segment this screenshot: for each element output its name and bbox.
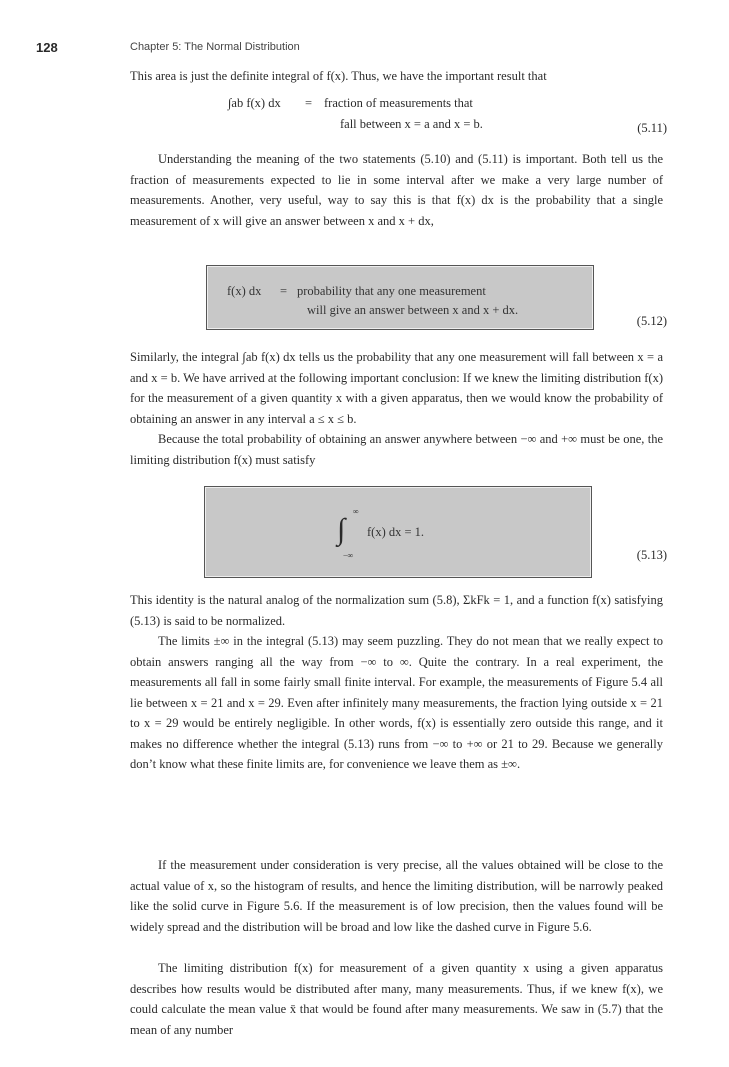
paragraph-4: Because the total probability of obtaining an answer anywhere between −∞ and +∞ must be one, the limiting distribution f(x) must satisfy	[130, 432, 663, 467]
integral-sign: ∫	[337, 513, 346, 546]
chapter-title: Chapter 5: The Normal Distribution	[130, 41, 300, 53]
eq513-upper: ∞	[353, 507, 359, 516]
eq512-line2: will give an answer between x and x + dx.	[307, 303, 519, 317]
eq511-line1: fraction of measurements that	[324, 96, 473, 110]
paragraph-5: This identity is the natural analog of the normalization sum (5.8), ΣkFk = 1, and a function f(x) satisfying (5.13) is said to be normalized.	[130, 593, 663, 628]
eq511-lhs: ∫ab f(x) dx	[228, 96, 281, 110]
eq511-equals: =	[305, 96, 313, 110]
paragraph-8: The limiting distribution f(x) for measurement of a given quantity x using a given apparatus describes how results would be distributed after many, many measurements. Thus, if we knew f(x), we could calculate the mean value x̄ that would be found after many measurements. We saw in (5.7) that the mean of any number	[130, 961, 663, 1037]
equation-5-12-box	[206, 265, 594, 330]
equation-5-13-box	[204, 486, 592, 578]
eq512-lhs: f(x) dx	[227, 284, 262, 298]
paragraph-3: Similarly, the integral ∫ab f(x) dx tells us the probability that any one measurement will fall between x = a and x = b. We have arrived at the following important conclusion: If we knew the limiting distribution f(x) for the measurement of a given quantity x with a given apparatus, then we would know the probability of obtaining an answer in any interval a ≤ x ≤ b.	[130, 350, 663, 426]
eq513-number: (5.13)	[636, 548, 667, 562]
eq511-line2: fall between x = a and x = b.	[340, 117, 483, 131]
page-number: 128	[36, 40, 58, 55]
paragraph-2: Understanding the meaning of the two statements (5.10) and (5.11) is important. Both tell us the fraction of measurements expected to lie in some interval after we make a very large number of measurements. Another, very useful, way to say this is that f(x) dx is the probability that a single measurement of x will give an answer between x and x + dx,	[130, 152, 663, 228]
eq512-number: (5.12)	[636, 314, 667, 328]
paragraph-7: If the measurement under consideration is very precise, all the values obtained will be close to the actual value of x, so the histogram of results, and hence the limiting distribution, will be narrowly peaked like the solid curve in Figure 5.6. If the measurement is of low precision, then the values found will be widely spread and the distribution will be broad and low like the dashed curve in Figure 5.6.	[130, 858, 663, 934]
eq512-equals: =	[280, 284, 288, 298]
eq513-lower: −∞	[343, 551, 354, 560]
eq512-line1: probability that any one measurement	[297, 284, 486, 298]
paragraph-1: This area is just the definite integral of f(x). Thus, we have the important result that	[130, 69, 547, 83]
paragraph-6: The limits ±∞ in the integral (5.13) may seem puzzling. They do not mean that we really expect to obtain answers ranging all the way from −∞ to ∞. Quite the contrary. In a real experiment, the measurements all fall in some fairly small finite interval. For example, the measurements of Figure 5.4 all lie between x = 21 and x = 29. Even after infinitely many measurements, the fraction lying outside x = 21 to x = 29 would be entirely negligible. In other words, f(x) is essentially zero outside this range, and it makes no difference whether the integral (5.13) runs from −∞ to +∞ or 21 to 29. Because we generally don’t know what these finite limits are, for convenience we leave them as ±∞.	[130, 634, 663, 771]
eq511-number: (5.11)	[637, 121, 667, 135]
eq513-body: f(x) dx = 1.	[367, 525, 425, 539]
